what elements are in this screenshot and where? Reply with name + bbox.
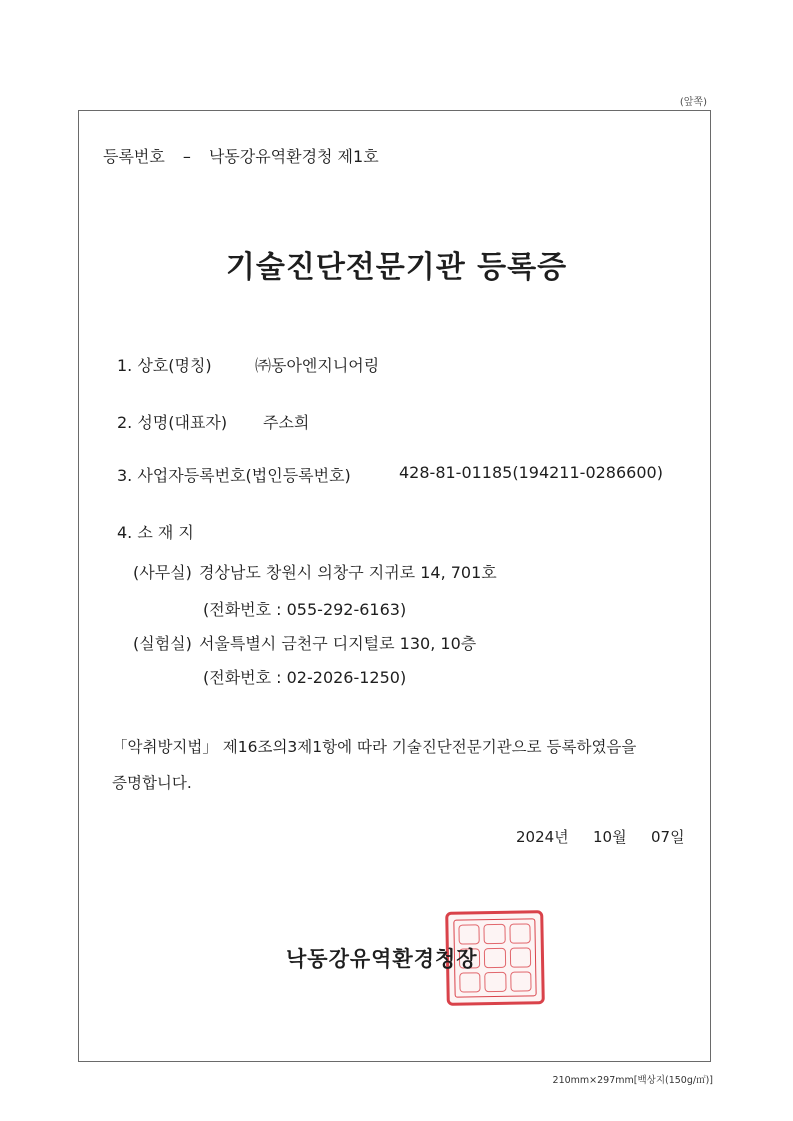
item-label: 4. 소 재 지 xyxy=(117,523,194,542)
item-value: 428-81-01185(194211-0286600) xyxy=(399,463,663,482)
registration-number xyxy=(103,144,379,167)
paper-spec-footer: 210mm×297mm[백상지(150g/㎡)] xyxy=(552,1075,713,1086)
declaration-line-1: 「악취방지법」 제16조의3제1항에 따라 기술진단전문기관으로 등록하였음을 xyxy=(112,738,637,756)
item-representative xyxy=(117,410,517,433)
item-value: 주소희 xyxy=(263,413,310,432)
declaration-line-2: 증명합니다. xyxy=(112,774,192,792)
certificate-title: 기술진단전문기관 등록증 xyxy=(225,250,568,285)
item-label: 1. 상호(명칭) xyxy=(117,356,212,375)
item-business-name xyxy=(117,353,517,376)
registration-label: 등록번호 xyxy=(103,147,165,166)
date-month: 10월 xyxy=(593,828,627,846)
registration-value: 낙동강유역환경청 제1호 xyxy=(208,147,379,166)
lab-address xyxy=(133,631,476,654)
item-location xyxy=(117,520,194,543)
office-phone: (전화번호 : 055-292-6163) xyxy=(203,600,407,619)
item-value: ㈜동아엔지니어링 xyxy=(255,356,380,375)
lab-label: (실험실) xyxy=(133,634,192,653)
issuing-authority: 낙동강유역환경청장 xyxy=(286,947,478,971)
item-business-reg-number xyxy=(117,463,677,486)
date-year: 2024년 xyxy=(516,828,569,846)
registration-dash: – xyxy=(182,147,191,166)
date-day: 07일 xyxy=(651,828,685,846)
item-label: 3. 사업자등록번호(법인등록번호) xyxy=(117,466,351,485)
item-label: 2. 성명(대표자) xyxy=(117,413,228,432)
page-side-tag: (앞쪽) xyxy=(679,97,707,108)
lab-address-text: 서울특별시 금천구 디지털로 130, 10층 xyxy=(198,634,477,653)
office-address xyxy=(133,560,497,583)
office-address-text: 경상남도 창원시 의창구 지귀로 14, 701호 xyxy=(198,563,497,582)
lab-phone: (전화번호 : 02-2026-1250) xyxy=(203,668,407,687)
office-label: (사무실) xyxy=(133,563,192,582)
